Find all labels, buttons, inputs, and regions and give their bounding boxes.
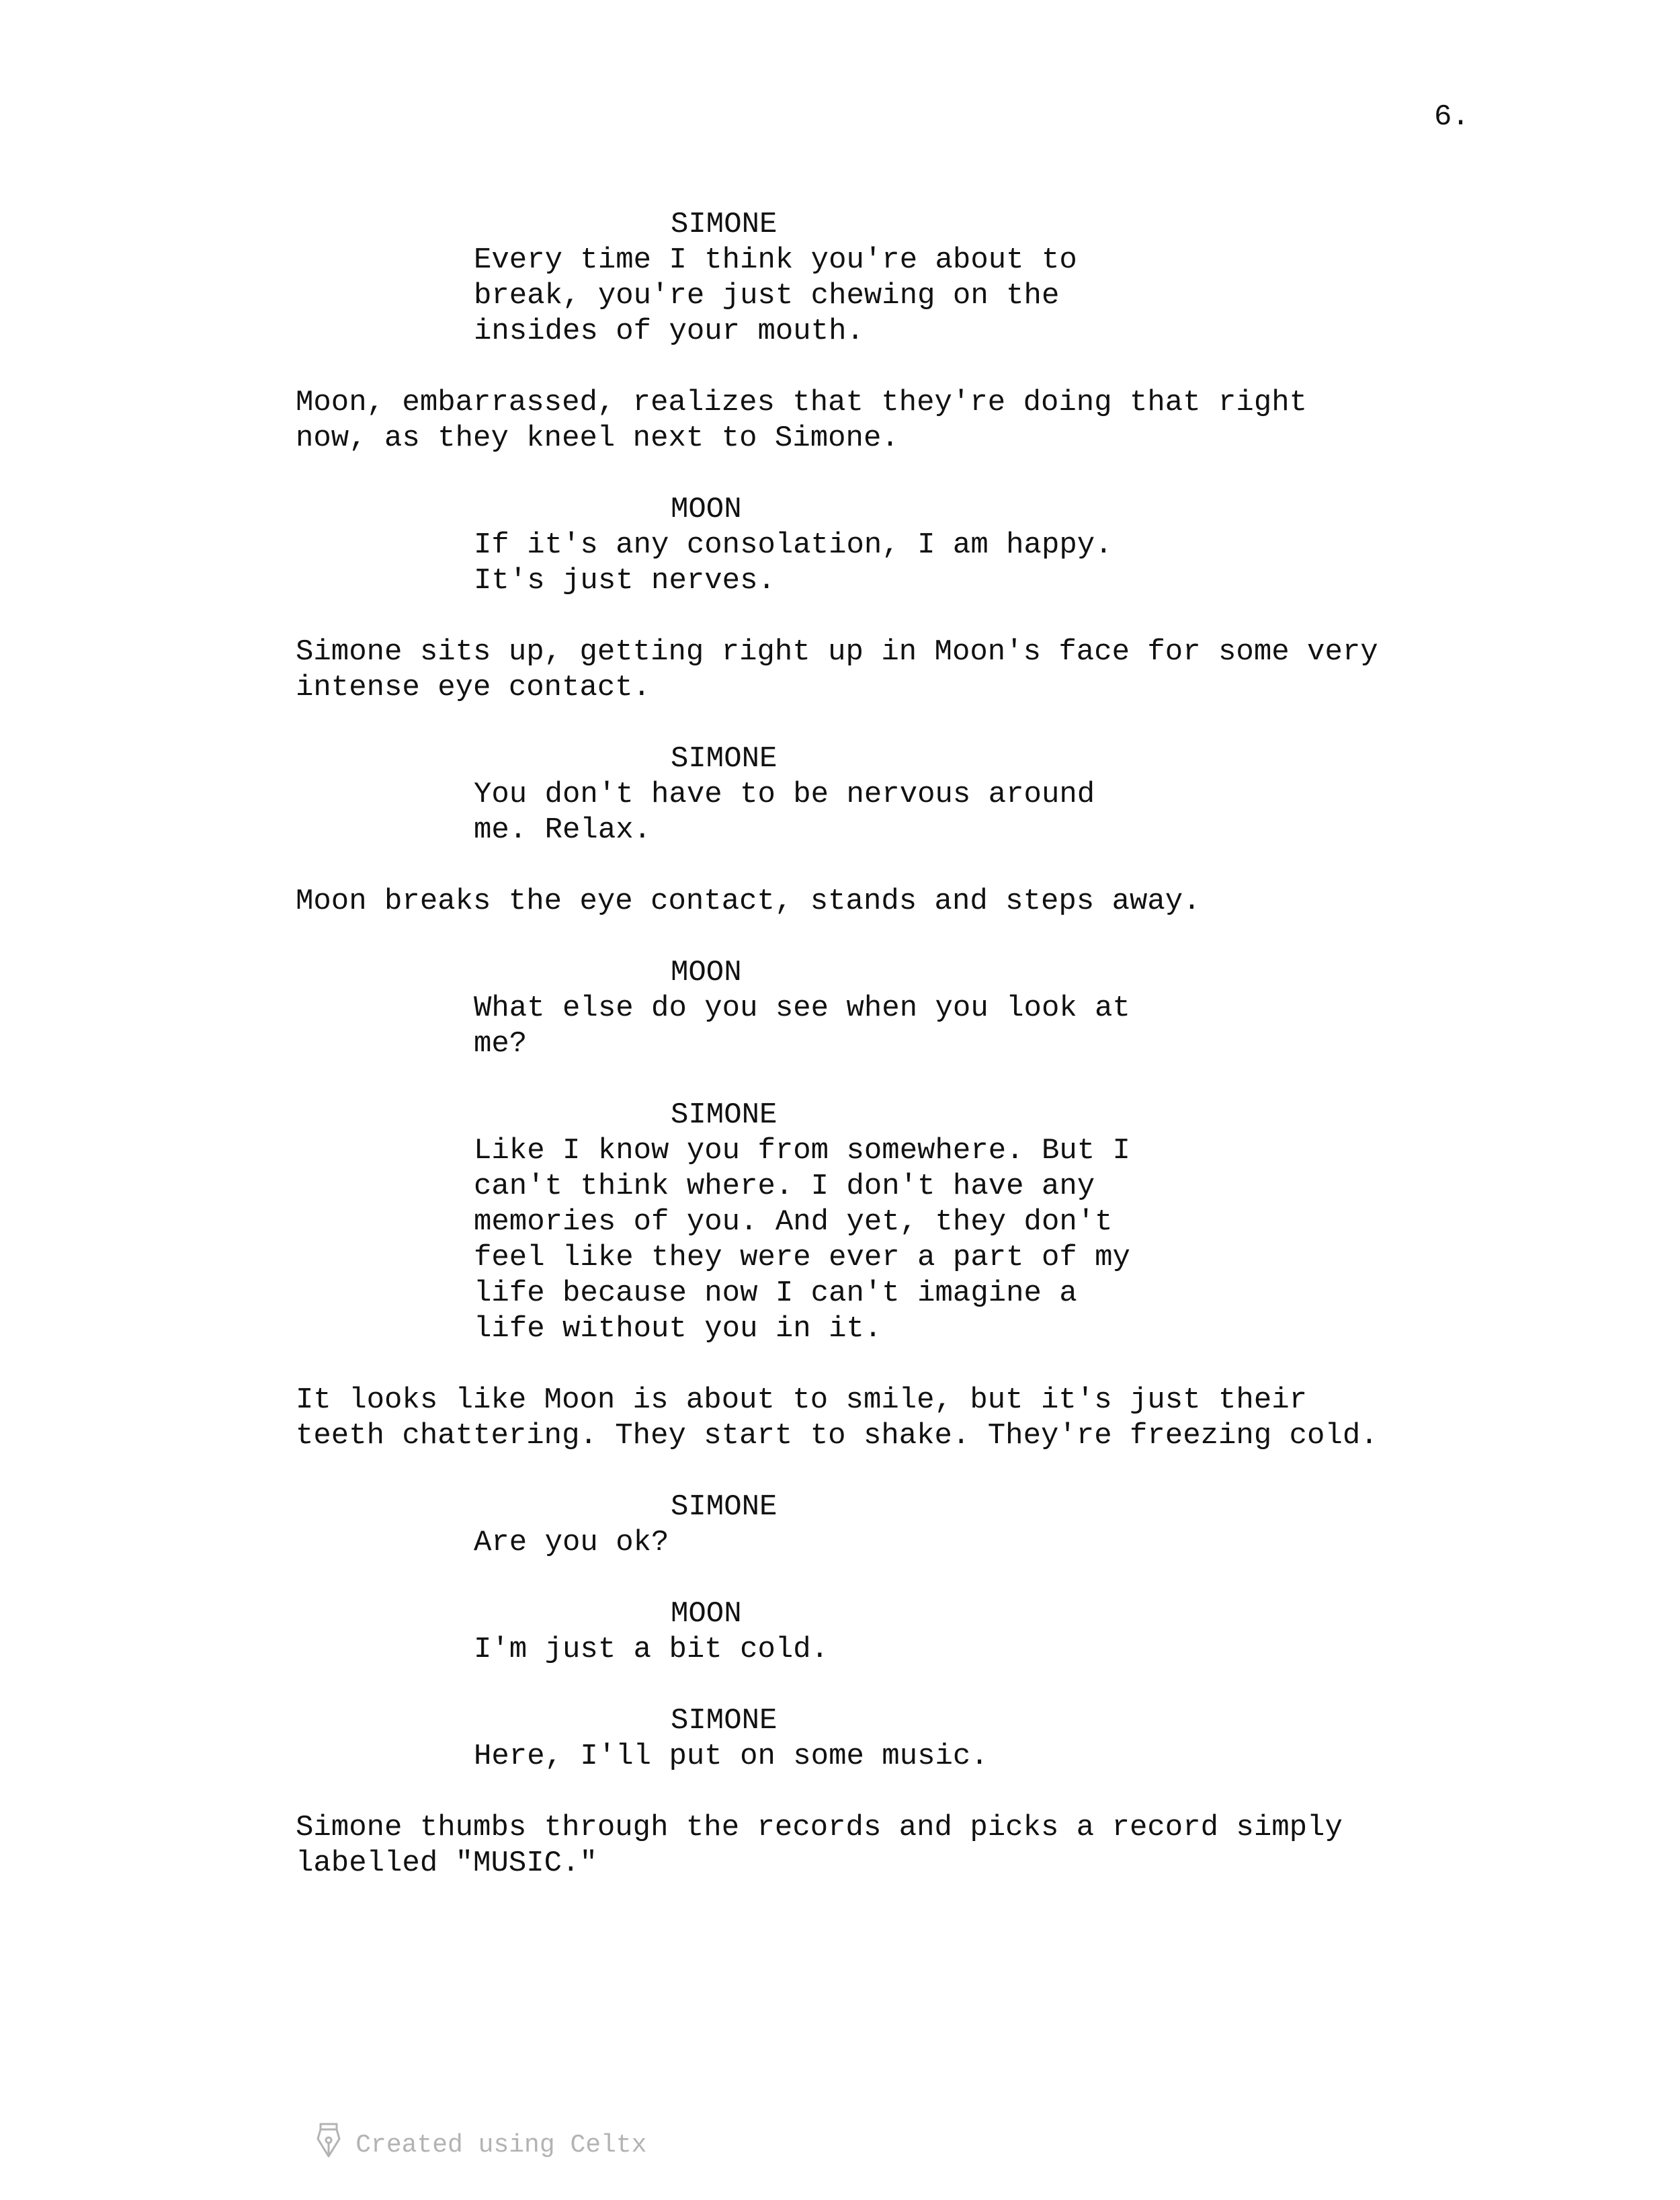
character-name: SIMONE: [671, 208, 778, 241]
pen-nib-icon: [254, 2090, 342, 2200]
dialogue-block: [0, 777, 1680, 848]
action-line: teeth chattering. They start to shake. They're freezing cold.: [296, 1419, 1378, 1453]
footer-text: Created using Celtx: [355, 2130, 647, 2160]
dialogue-line: Like I know you from somewhere. But I: [474, 1134, 1130, 1168]
dialogue-block: [0, 1632, 1680, 1668]
action-block: [0, 884, 1680, 920]
dialogue-line: feel like they were ever a part of my: [474, 1241, 1130, 1274]
character-block: [0, 1703, 1680, 1739]
dialogue-block: [0, 528, 1680, 599]
blank-line: [0, 1561, 1680, 1596]
blank-line: [0, 456, 1680, 492]
dialogue-line: can't think where. I don't have any: [474, 1170, 1095, 1203]
blank-line: [0, 599, 1680, 635]
page-number: 6.: [1434, 100, 1470, 134]
character-name: SIMONE: [671, 742, 778, 776]
blank-line: [0, 1454, 1680, 1490]
character-block: [0, 1098, 1680, 1133]
action-line: now, as they kneel next to Simone.: [296, 421, 899, 455]
dialogue-line: You don't have to be nervous around: [474, 778, 1095, 811]
action-line: Simone sits up, getting right up in Moon's face for some very: [296, 635, 1378, 669]
dialogue-line: What else do you see when you look at: [474, 991, 1130, 1025]
character-name: MOON: [671, 493, 742, 526]
character-block: [0, 955, 1680, 991]
action-line: Moon, embarrassed, realizes that they're doing that right: [296, 386, 1308, 419]
dialogue-line: insides of your mouth.: [474, 315, 864, 348]
character-block: [0, 741, 1680, 777]
character-name: SIMONE: [671, 1098, 778, 1132]
blank-line: [0, 350, 1680, 385]
character-name: MOON: [671, 956, 742, 989]
dialogue-line: me?: [474, 1027, 528, 1061]
dialogue-block: [0, 243, 1680, 350]
action-block: [0, 1810, 1680, 1881]
action-line: Simone thumbs through the records and picks a record simply: [296, 1811, 1343, 1844]
dialogue-line: life because now I can't imagine a: [474, 1276, 1077, 1310]
dialogue-block: [0, 1133, 1680, 1347]
action-block: [0, 635, 1680, 706]
dialogue-line: memories of you. And yet, they don't: [474, 1205, 1113, 1239]
blank-line: [0, 1775, 1680, 1810]
blank-line: [0, 1668, 1680, 1703]
dialogue-line: Here, I'll put on some music.: [474, 1740, 989, 1773]
dialogue-line: I'm just a bit cold.: [474, 1633, 829, 1666]
dialogue-block: [0, 1525, 1680, 1561]
blank-line: [0, 706, 1680, 741]
character-name: SIMONE: [671, 1704, 778, 1738]
character-block: [0, 492, 1680, 528]
character-name: SIMONE: [671, 1490, 778, 1524]
character-block: [0, 207, 1680, 243]
dialogue-block: [0, 991, 1680, 1062]
character-block: [0, 1490, 1680, 1525]
dialogue-line: break, you're just chewing on the: [474, 279, 1060, 313]
dialogue-line: Every time I think you're about to: [474, 243, 1077, 277]
dialogue-line: life without you in it.: [474, 1312, 882, 1346]
character-name: MOON: [671, 1597, 742, 1631]
dialogue-line: Are you ok?: [474, 1526, 669, 1559]
character-block: [0, 1596, 1680, 1632]
blank-line: [0, 1347, 1680, 1383]
blank-line: [0, 920, 1680, 955]
action-line: Moon breaks the eye contact, stands and steps away.: [296, 885, 1201, 918]
action-line: It looks like Moon is about to smile, but it's just their: [296, 1383, 1308, 1417]
blank-line: [0, 1062, 1680, 1098]
dialogue-line: me. Relax.: [474, 813, 652, 847]
dialogue-line: If it's any consolation, I am happy.: [474, 528, 1113, 562]
action-block: [0, 385, 1680, 456]
action-block: [0, 1383, 1680, 1454]
screenplay-body: [0, 207, 1680, 1881]
action-line: labelled "MUSIC.": [296, 1846, 597, 1880]
dialogue-block: [0, 1739, 1680, 1775]
dialogue-line: It's just nerves.: [474, 564, 775, 598]
action-line: intense eye contact.: [296, 671, 651, 704]
footer-watermark: [254, 2090, 647, 2200]
blank-line: [0, 848, 1680, 884]
